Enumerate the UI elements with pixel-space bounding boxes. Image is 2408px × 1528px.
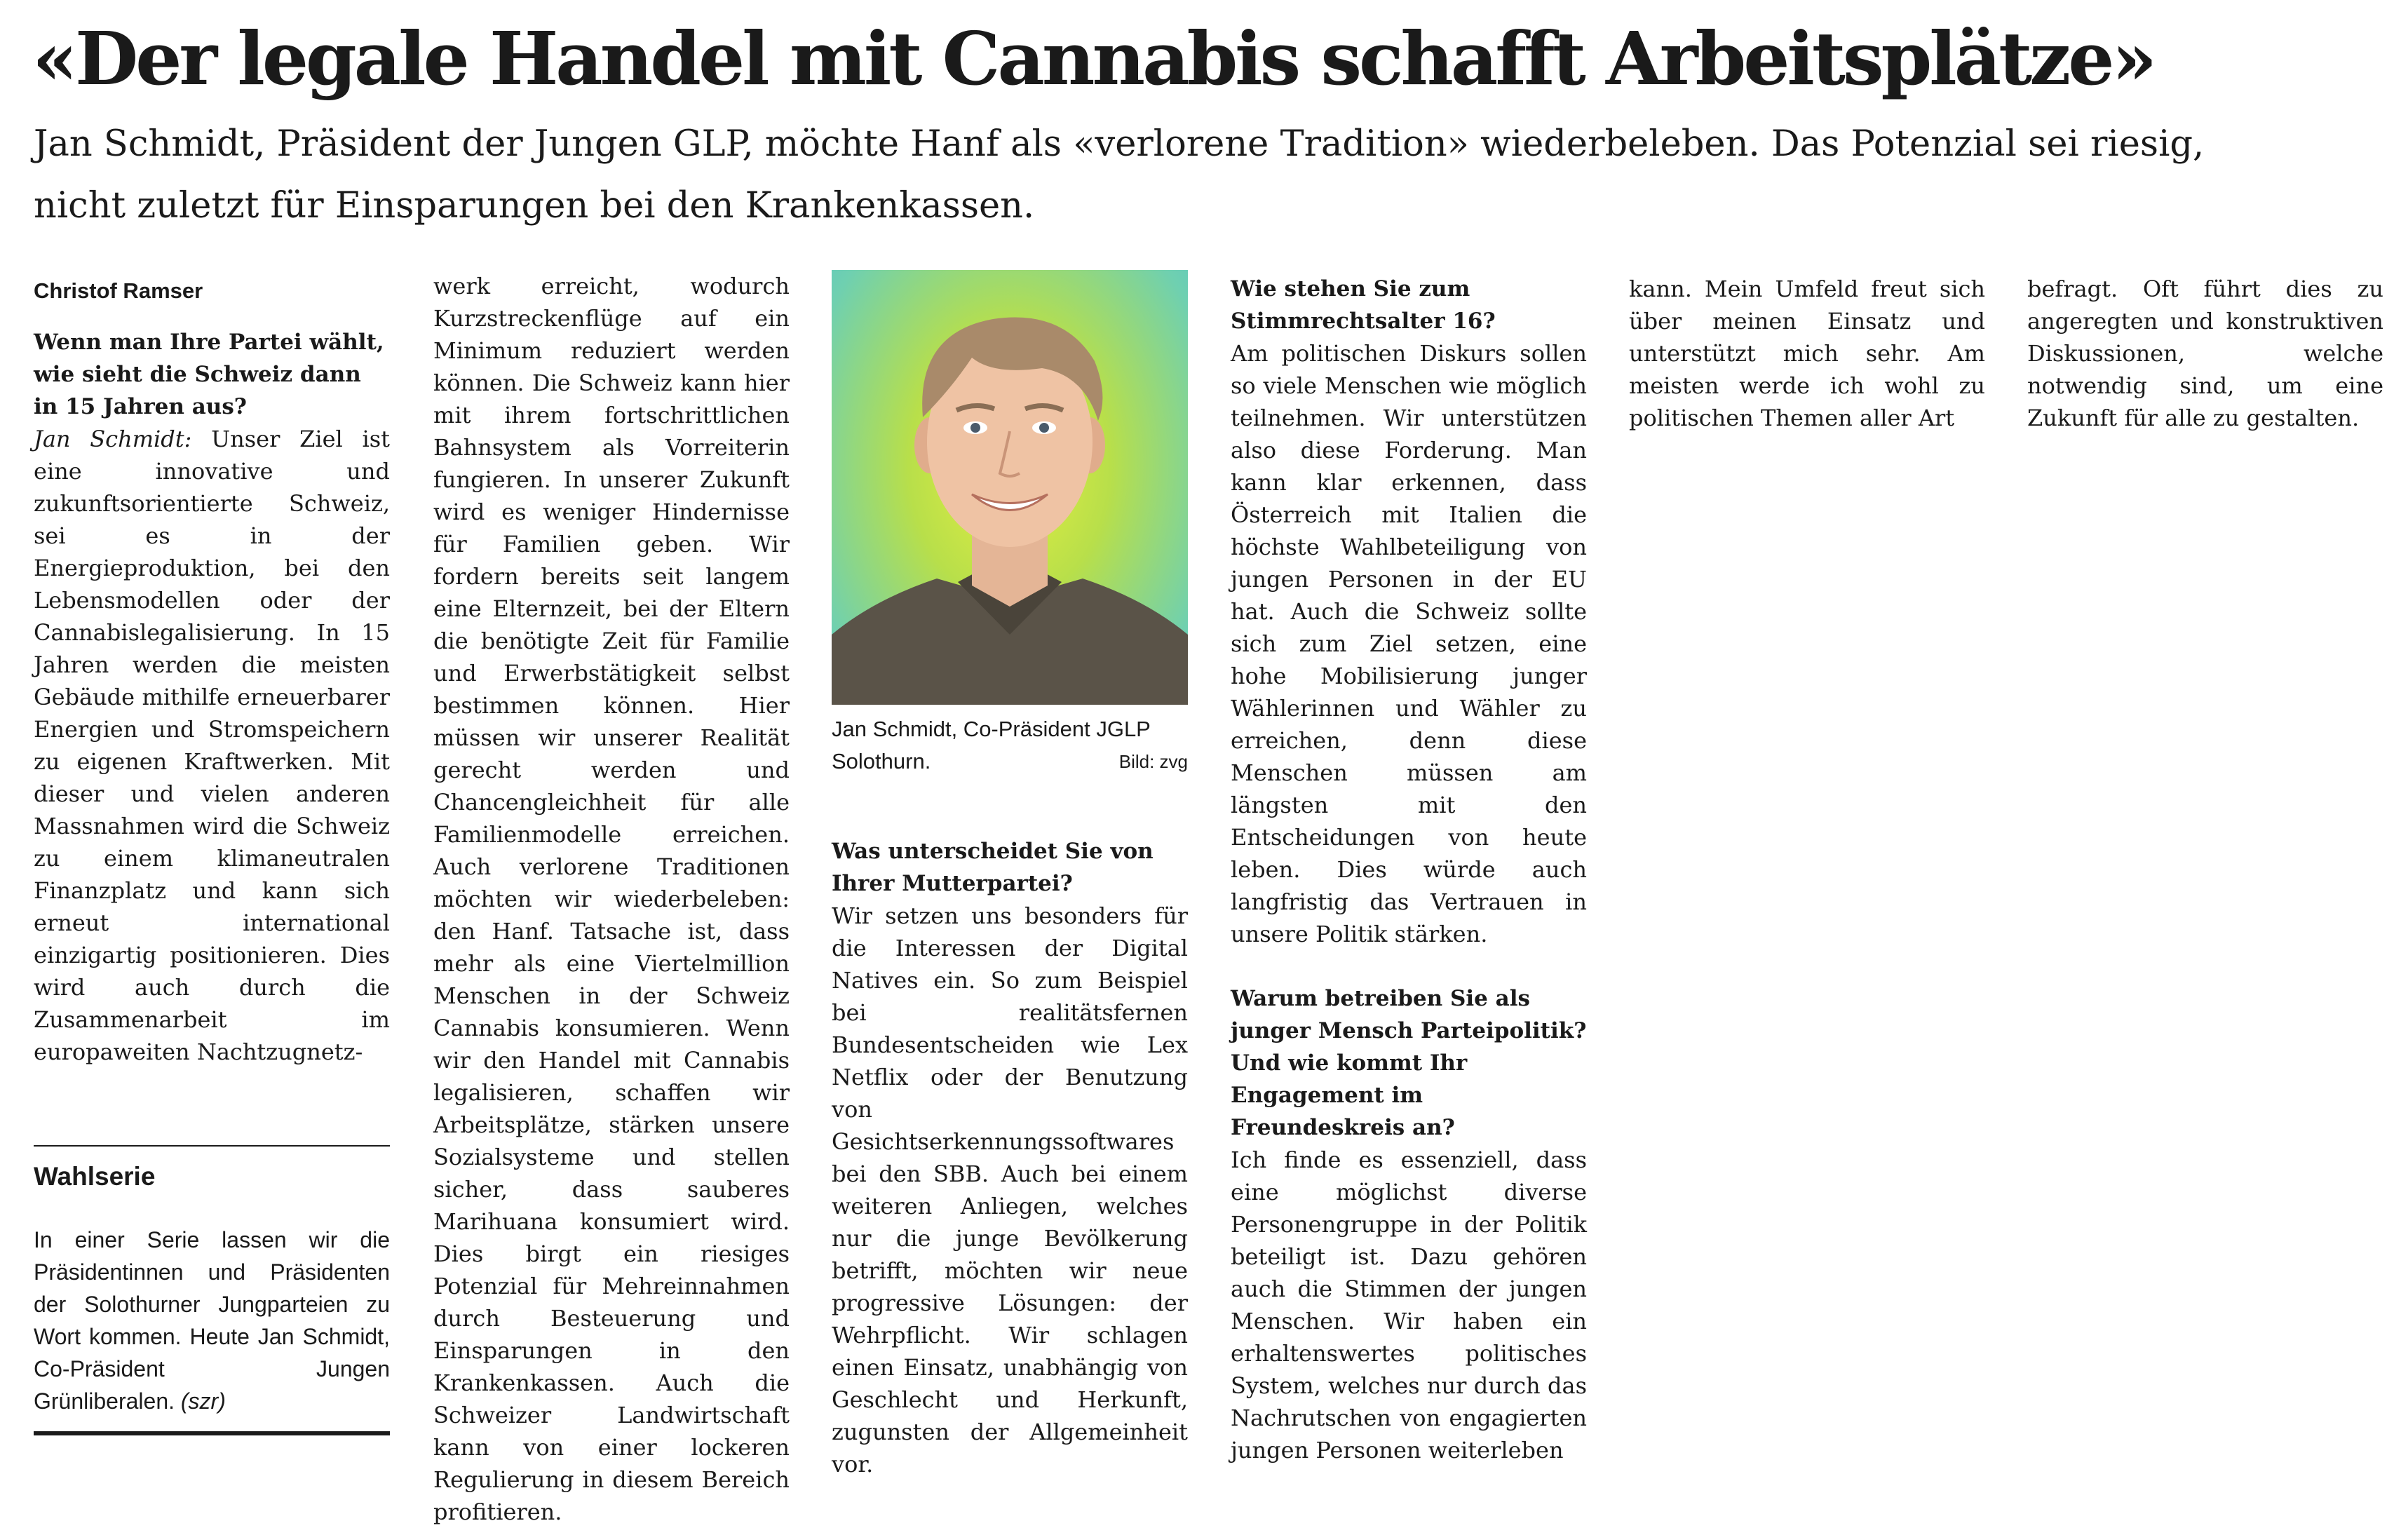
answer-1-continued: werk erreicht, wodurch Kurzstreckenflüge auf ein Minimum reduziert werden können. Die Schweiz kann hier mit ihrem fortschrittlichen Bahnsystem als Vorreiterin fungieren. In unserer Zukunft wird es weniger Hindernisse für Familien geben. Wir fordern bereits seit langem eine Elternzeit, bei der Eltern die benötigte Zeit für Familie und Erwerbstätigkeit selbst bestimmen können. Hier müssen wir unserer Realität gerecht werden und Chancengleichheit für alle Familienmodelle erreichen. Auch verlorene Traditionen möchten wir wiederbeleben: den Hanf. Tatsache ist, dass mehr als eine Viertelmillion Menschen in der Schweiz Cannabis konsumieren. Wenn wir den Handel mit Cannabis legalisieren, schaffen wir Arbeitsplätze, stärken unsere Sozialsysteme und stellen sicher, dass sauberes Marihuana konsumiert wird. Dies birgt ein riesiges Potenzial für Mehreinnahmen durch Besteuerung und Einsparungen in den Krankenkassen. Auch die Schweizer Landwirtschaft kann von einer lockeren Regulierung in diesem Bereich profitieren. xyxy=(433,273,790,1525)
box-bottom-rule xyxy=(34,1431,390,1435)
question-4: Warum betreiben Sie als junger Mensch Parteipolitik? Und wie kommt Ihr Engagement im Freundeskreis an? xyxy=(1231,986,1587,1140)
speaker-name: Jan Schmidt: xyxy=(34,426,192,452)
box-signature: (szr) xyxy=(180,1388,226,1414)
question-3: Wie stehen Sie zum Stimmrechtsalter 16? xyxy=(1231,276,1496,334)
portrait-illustration xyxy=(832,270,1188,705)
lead-text: Jan Schmidt, Präsident der Jungen GLP, möchte Hanf als «verlorene Tradition» wiederbeleben. Das Potenzial sei riesig, nicht zuletzt für Einsparungen bei den Krankenkassen. xyxy=(34,123,2205,227)
info-box xyxy=(34,1147,390,1417)
answer-3: Am politischen Diskurs sollen so viele Menschen wie möglich teilnehmen. Wir unterstützen also diese Forderung. Man kann klar erkennen, dass Österreich mit Italien die höchste Wahlbeteiligung von jungen Personen in der EU hat. Auch die Schweiz sollte sich zum Ziel setzen, eine hohe Mobilisierung junger Wählerinnen und Wähler zu erreichen, denn diese Menschen müssen am längsten mit den Entscheidungen von heute leben. Dies würde auch langfristig das Vertrauen in unsere Politik stärken. xyxy=(1231,340,1587,947)
answer-4-end: befragt. Oft führt dies zu angeregten und konstruktiven Diskussionen, welche notwendig sind, um eine Zukunft für alle zu gestalten. xyxy=(2027,276,2383,431)
question-2: Was unterscheidet Sie von Ihrer Mutterpartei? xyxy=(832,839,1154,896)
column-5 xyxy=(1629,270,1985,434)
column-6 xyxy=(2027,270,2383,434)
answer-1-start xyxy=(34,423,390,1068)
headline: «Der legale Handel mit Cannabis schafft Arbeitsplätze» xyxy=(32,15,2155,102)
column-2 xyxy=(433,270,790,1528)
photo-caption xyxy=(832,713,1188,778)
portrait-photo xyxy=(832,270,1188,705)
answer-4-continued: kann. Mein Umfeld freut sich über meinen Einsatz und unterstützt mich sehr. Am meisten werde ich wohl zu politischen Themen aller Art xyxy=(1629,276,1985,431)
caption-text: Jan Schmidt, Co-Präsident JGLP Solothurn. xyxy=(832,717,1151,773)
answer-1-text: Unser Ziel ist eine innovative und zukunftsorientierte Schweiz, sei es in der Energieproduktion, bei den Lebensmodellen oder der Cannabislegalisierung. In 15 Jahren werden die meisten Gebäude mithilfe erneuerbarer Energien und Stromspeichern zu eigenen Kraftwerken. Mit dieser und vielen anderen Massnahmen wird die Schweiz zu einem klimaneutralen Finanzplatz und kann sich erneut international einzigartig positionieren. Dies wird auch durch die Zusammenarbeit im europaweiten Nachtzugnetz- xyxy=(34,426,390,1065)
box-body: In einer Serie lassen wir die Präsidentinnen und Präsidenten der Solothurner Jungparteien zu Wort kommen. Heute Jan Schmidt, Co-Präsident Jungen Grünliberalen. xyxy=(34,1227,390,1414)
column-4 xyxy=(1231,270,1587,1466)
photo-credit: Bild: zvg xyxy=(1118,751,1188,772)
answer-2: Wir setzen uns besonders für die Interessen der Digital Natives ein. So zum Beispiel bei realitätsfernen Bundesentscheiden wie Lex Netflix oder der Benutzung von Gesichtserkennungssoftwares bei den SBB. Auch bei einem weiteren Anliegen, welches nur die junge Bevölkerung betrifft, möchten wir neue progressive Lösungen: der Wehrpflicht. Wir schlagen einen Einsatz, unabhängig von Geschlecht und Herkunft, zugunsten der Allgemeinheit vor. xyxy=(832,902,1188,1478)
answer-4-start: Ich finde es essenziell, dass eine möglichst diverse Personengruppe in der Politik beteiligt ist. Dazu gehören auch die Stimmen der jungen Menschen. Wir haben ein erhaltenswertes politisches System, welches nur durch das Nachrutschen von engagierten jungen Personen weiterleben xyxy=(1231,1147,1587,1463)
column-3 xyxy=(832,270,1188,1480)
box-text xyxy=(34,1224,390,1417)
author-byline: Christof Ramser xyxy=(34,278,203,303)
box-title: Wahlserie xyxy=(34,1162,156,1191)
column-1 xyxy=(34,270,390,1435)
question-1: Wenn man Ihre Partei wählt, wie sieht die Schweiz dann in 15 Jahren aus? xyxy=(34,330,384,419)
